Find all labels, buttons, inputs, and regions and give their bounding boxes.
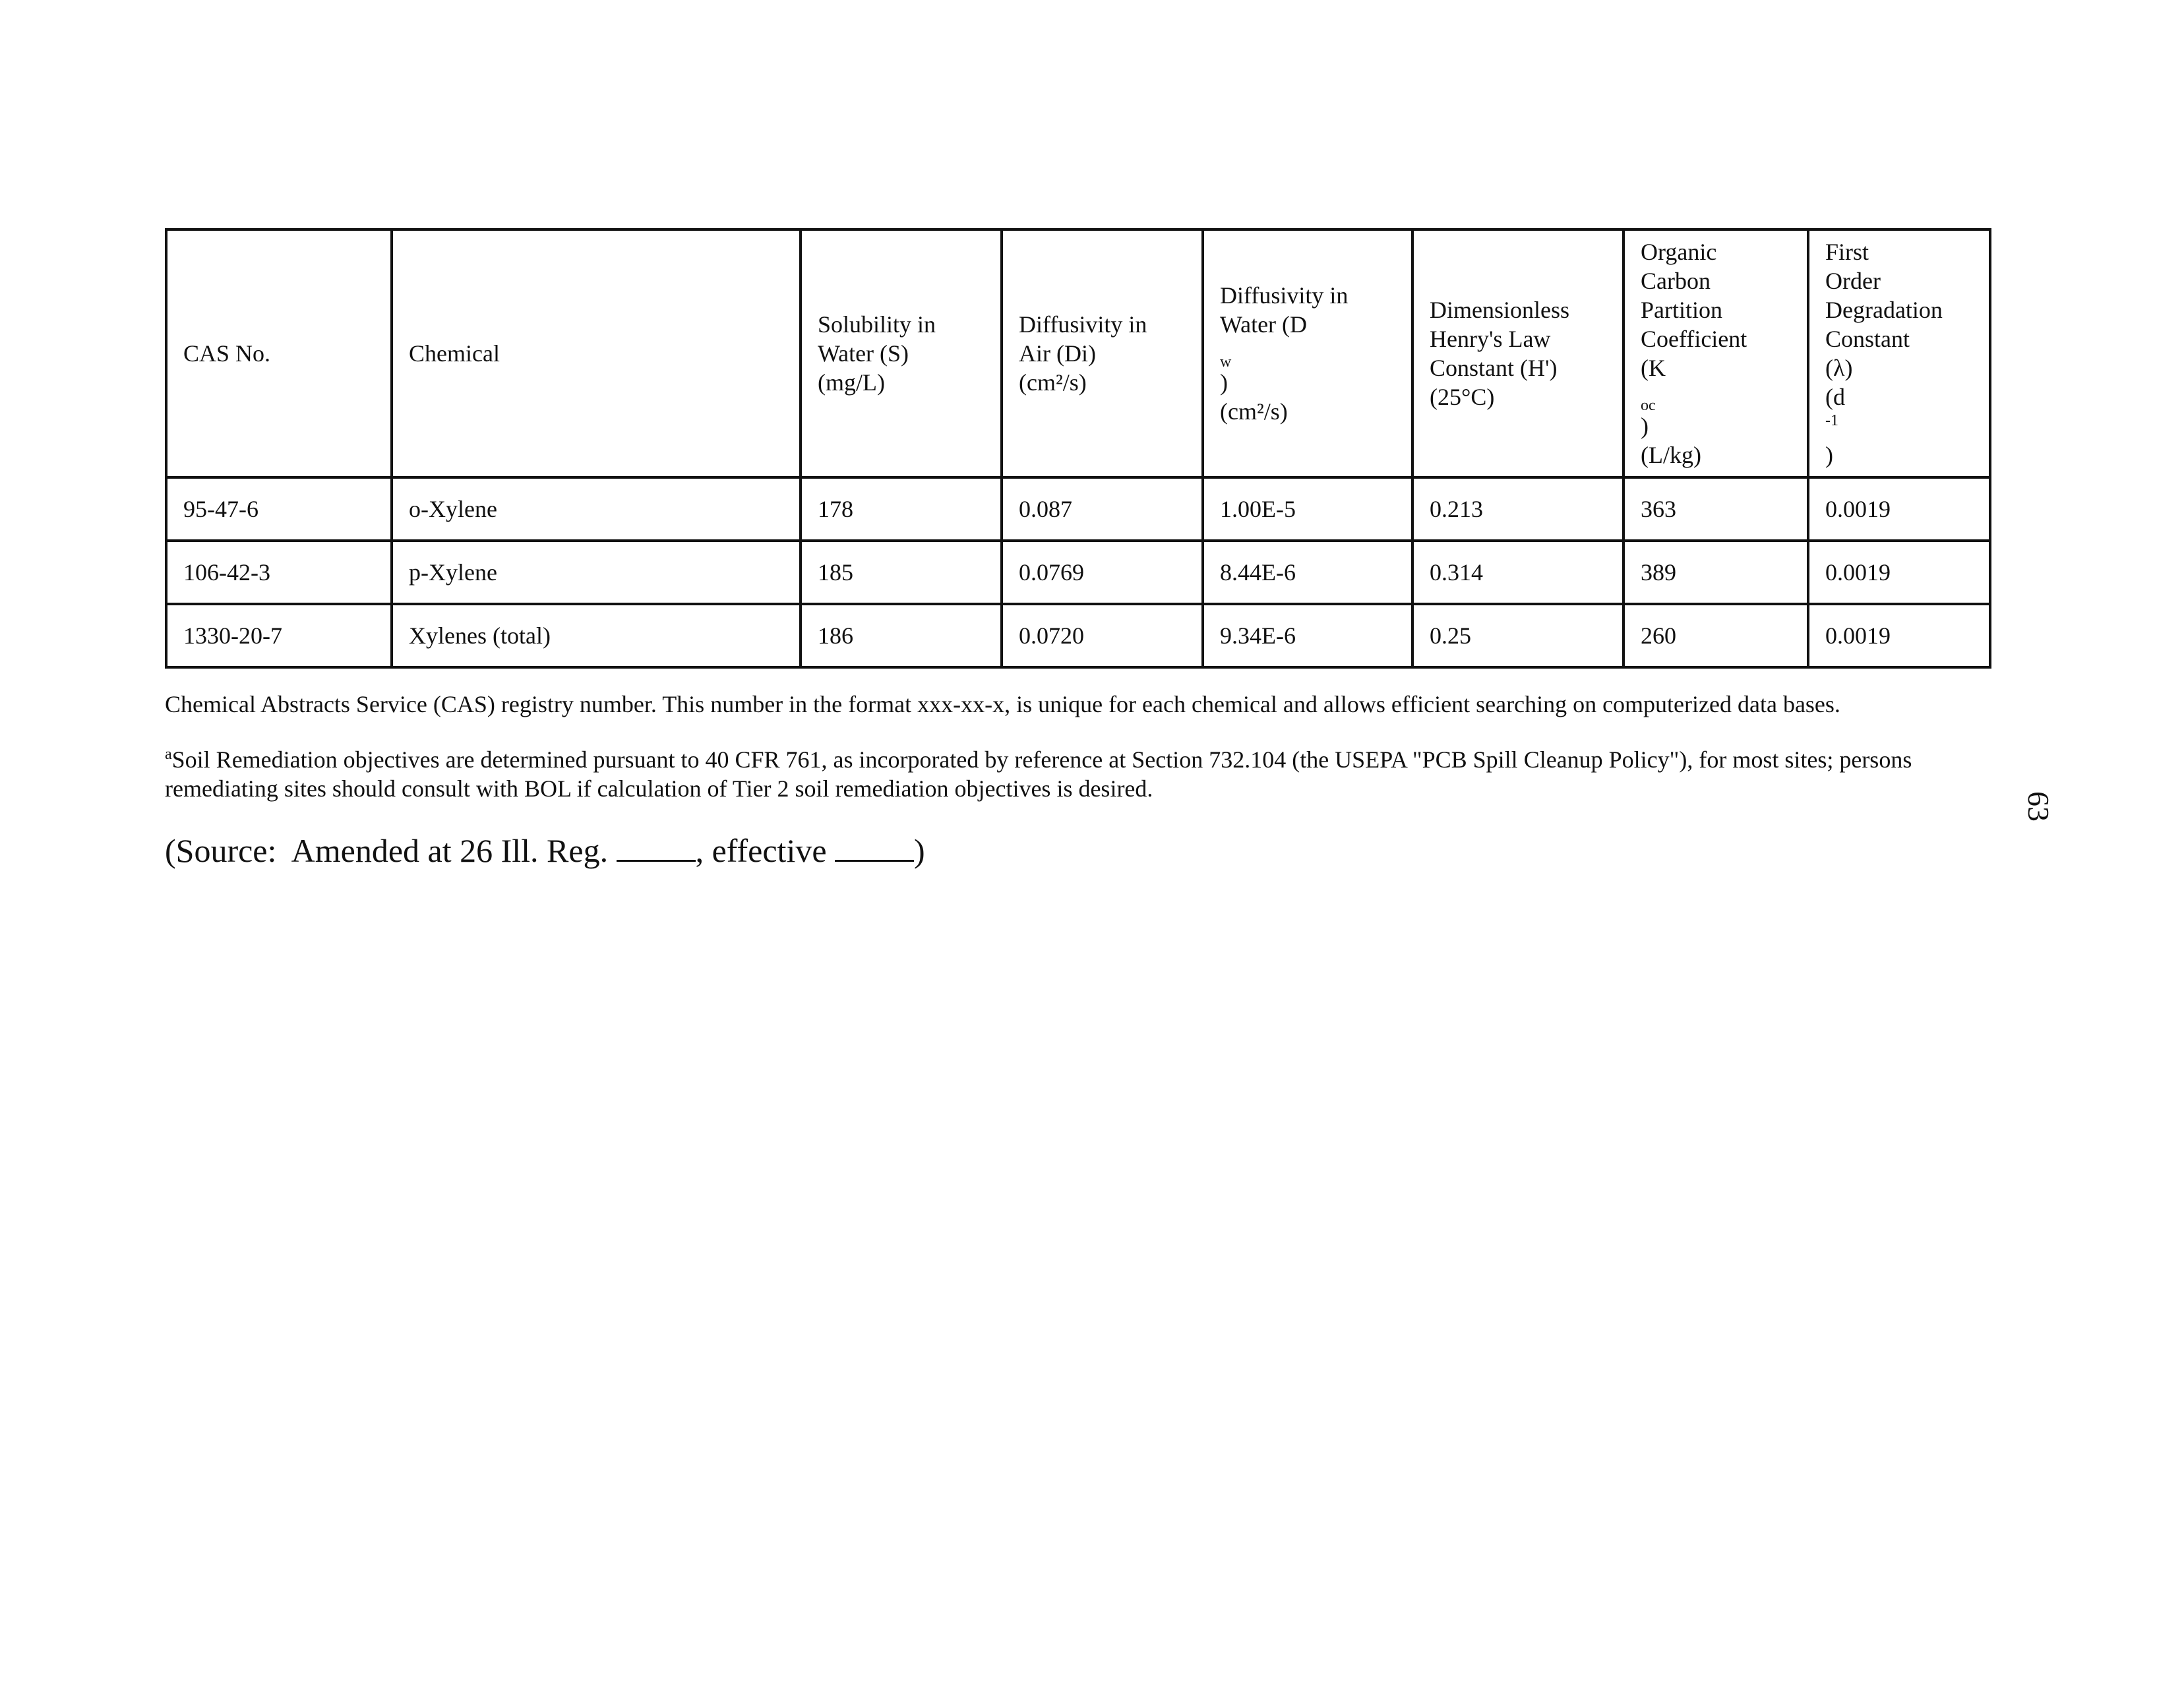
- blank-line: [835, 833, 914, 862]
- header-henry-constant: Dimensionless Henry's Law Constant (H') (25°C): [1412, 229, 1623, 477]
- cell-degradation-constant: 0.0019: [1808, 477, 1990, 541]
- cell-solubility: 178: [801, 477, 1002, 541]
- header-cas: CAS No.: [166, 229, 392, 477]
- page-number: 63: [2022, 791, 2055, 822]
- cell-cas: 106-42-3: [166, 541, 392, 604]
- footnote-a: [165, 745, 1985, 803]
- cell-cas: 95-47-6: [166, 477, 392, 541]
- table-header-row: [166, 229, 1990, 477]
- table-row: [166, 477, 1990, 541]
- footnote-text: Soil Remediation objectives are determined pursuant to 40 CFR 761, as incorporated by reference at Section 732.104 (the USEPA "PCB Spill Cleanup Policy"), for most sites; persons remediating sites should consult with BOL if calculation of Tier 2 soil remediation objectives is desired.: [165, 746, 1912, 802]
- footnote-marker: a: [165, 746, 172, 763]
- cell-chemical: Xylenes (total): [392, 604, 801, 667]
- cell-koc: 389: [1623, 541, 1808, 604]
- cell-solubility: 186: [801, 604, 1002, 667]
- cas-note: Chemical Abstracts Service (CAS) registry number. This number in the format xxx-xx-x, is unique for each chemical and allows efficient searching on computerized data bases.: [165, 691, 1840, 717]
- header-chemical: Chemical: [392, 229, 801, 477]
- cell-chemical: o-Xylene: [392, 477, 801, 541]
- blank-line: [617, 833, 696, 862]
- cell-diffusivity-water: 9.34E-6: [1203, 604, 1412, 667]
- header-solubility: Solubility in Water (S) (mg/L): [801, 229, 1002, 477]
- source-citation: (Source: Amended at 26 Ill. Reg. , effective ): [165, 832, 925, 869]
- cell-chemical: p-Xylene: [392, 541, 801, 604]
- cell-solubility: 185: [801, 541, 1002, 604]
- table-row: [166, 541, 1990, 604]
- header-diffusivity-water: Diffusivity in Water (D $_w$ ) (cm²/s): [1203, 229, 1412, 477]
- table-row: [166, 604, 1990, 667]
- cell-diffusivity-air: 0.087: [1002, 477, 1203, 541]
- cell-henry-constant: 0.314: [1412, 541, 1623, 604]
- cell-koc: 363: [1623, 477, 1808, 541]
- cell-diffusivity-air: 0.0769: [1002, 541, 1203, 604]
- header-degradation-constant: First Order Degradation Constant (λ) (d $^{-1}$ ): [1808, 229, 1990, 477]
- cell-diffusivity-water: 1.00E-5: [1203, 477, 1412, 541]
- cell-koc: 260: [1623, 604, 1808, 667]
- chemical-properties-table: [165, 228, 1991, 669]
- cell-henry-constant: 0.213: [1412, 477, 1623, 541]
- cell-degradation-constant: 0.0019: [1808, 604, 1990, 667]
- cell-diffusivity-air: 0.0720: [1002, 604, 1203, 667]
- header-koc: Organic Carbon Partition Coefficient (K $_{oc}$ ) (L/kg): [1623, 229, 1808, 477]
- header-diffusivity-air: Diffusivity in Air (Di) (cm²/s): [1002, 229, 1203, 477]
- cell-degradation-constant: 0.0019: [1808, 541, 1990, 604]
- cell-henry-constant: 0.25: [1412, 604, 1623, 667]
- cell-cas: 1330-20-7: [166, 604, 392, 667]
- cell-diffusivity-water: 8.44E-6: [1203, 541, 1412, 604]
